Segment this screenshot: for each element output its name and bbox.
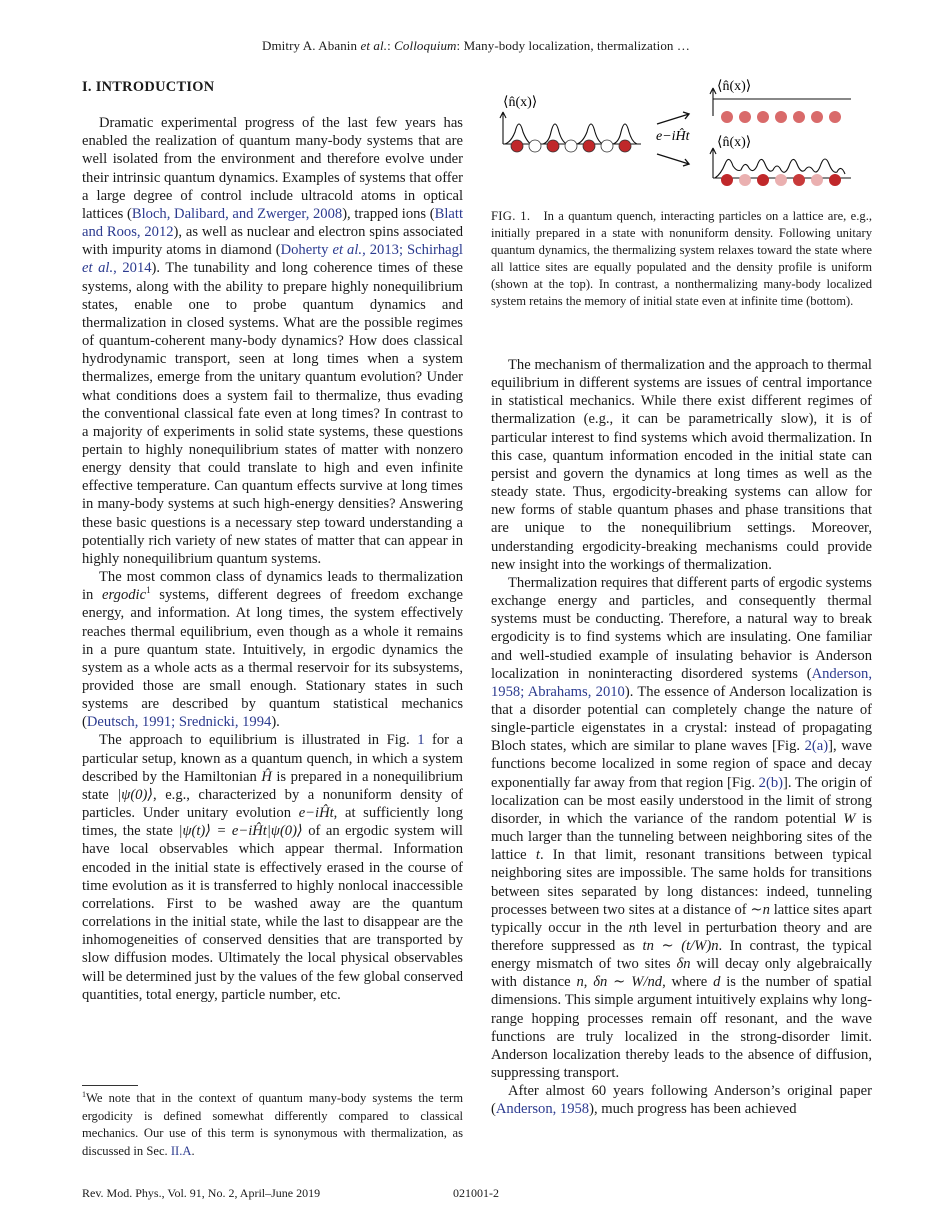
thermal-lattice-sites — [721, 111, 841, 123]
left-column — [82, 74, 463, 1004]
site-mbl — [757, 174, 769, 186]
caption-text: In a quantum quench, interacting particles on a lattice are, e.g., initially prepared in a state with nonuniform density. Following unitary quantum dynamics, the thermalizing system relaxes toward the state where all lattice sites are equally populated and the density profile is uniform (shown at the top). In contrast, a nonthermalizing many-body localized system retains the memory of initial state even at infinite time (bottom). — [491, 209, 872, 308]
site-mbl — [775, 174, 787, 186]
footnote-number: 1 — [82, 1089, 86, 1099]
math-W: W — [843, 810, 856, 827]
text: is much larger than the tunneling between neighboring sites of the lattice — [491, 810, 872, 864]
math-n: n — [762, 901, 770, 918]
footer-journal: Rev. Mod. Phys., Vol. 91, No. 2, April–June 2019 — [82, 1186, 321, 1200]
text: is prepared in a nonequilibrium state — [82, 768, 463, 803]
cite-part: Doherty — [280, 242, 333, 259]
math-delta-n: δn — [676, 956, 691, 973]
text: The most common class of dynamics leads to thermalization in — [82, 569, 463, 604]
arrow-thermal-icon — [657, 112, 689, 124]
figure-1 — [491, 74, 872, 206]
site-empty — [601, 140, 613, 152]
site-occupied — [619, 140, 631, 152]
site-occupied — [511, 140, 523, 152]
text: th level in perturbation theory and are therefore suppressed as — [491, 919, 872, 954]
site-thermal — [829, 111, 841, 123]
density-label-top: ⟨n̂(x)⟩ — [717, 79, 752, 94]
section-title: I. INTRODUCTION — [82, 79, 215, 95]
text: systems, different degrees of freedom exchange energy, and information. At long times, the system effectively reaches thermal equilibrium, even though as a whole it remains in a pure quantum state. Intuitively, in ergodic dynamics the system as a whole acts as a thermal reservoir for its subsystems, provided those are small enough. Stationary states in such systems are described by quantum statistical mechanics ( — [82, 587, 464, 731]
math-evolution: e−iĤt — [298, 805, 334, 822]
footer-page-number: 021001-2 — [453, 1186, 499, 1200]
text: ), as well as nuclear and electron spins associated with impurity atoms in diamond ( — [82, 224, 463, 259]
site-thermal — [721, 111, 733, 123]
site-thermal — [775, 111, 787, 123]
mbl-lattice-sites — [721, 174, 841, 186]
text: We note that in the context of quantum many-body systems the term ergodicity is defined somewhat differently compared to classical mechanics. Our use of this term is synonymous with thermalization, as discussed in Sec. — [82, 1091, 463, 1158]
site-mbl — [829, 174, 841, 186]
math-hamiltonian: Ĥ — [261, 768, 272, 785]
text: , — [583, 974, 594, 991]
site-thermal — [757, 111, 769, 123]
text: of an ergodic system will have local observables which appear thermal. Information encoded in the initial state is effectively erased in the course of time evolution as it is transferred to highly nonlocal inaccessible correlations. First to be washed away are the quantum correlations in the initial state, while the last to disappear are the inhomogeneities of conserved densities that are transported by slow diffusion modes. Ultimately the local physical observables will be determined just by the values of the few global conserved quantities, total energy, particle number, etc. — [82, 823, 463, 1003]
figure-caption — [491, 208, 872, 310]
citation-link[interactable]: Deutsch, 1991; Srednicki, 1994 — [86, 714, 272, 731]
footnote-rule — [82, 1085, 138, 1086]
site-occupied — [583, 140, 595, 152]
section-link[interactable]: II.A — [170, 1143, 192, 1158]
text: lattice sites apart typically occur in the — [491, 901, 872, 936]
cite-part: , 2013; Schirhagl — [362, 242, 463, 259]
text: ), much progress has been achieved — [589, 1101, 797, 1118]
cite-part: et al. — [82, 260, 114, 277]
text: ). — [271, 714, 280, 731]
text: . In contrast, the typical energy mismatch of two sites — [491, 938, 872, 973]
text: for a particular setup, known as a quantum quench, in which a system described by the Hamiltonian — [82, 732, 463, 785]
text: Thermalization requires that different parts of ergodic systems exchange energy and particles, and consequently thermal systems must be conducting. Therefore, a natural way to break ergodicity is to find systems which are insulating. One familiar and well-studied example of insulating behavior is Anderson localization in noninteracting disordered systems ( — [491, 574, 872, 682]
site-mbl — [793, 174, 805, 186]
arrow-mbl-icon — [657, 154, 689, 166]
math-n: n — [576, 974, 584, 991]
site-thermal — [811, 111, 823, 123]
site-thermal — [739, 111, 751, 123]
site-empty — [565, 140, 577, 152]
text: , where — [662, 974, 714, 991]
text: ). The essence of Anderson localization is that a disorder potential can completely change the nature of single-particle eigenstates in a crystal: instead of propagating Bloch states, which are similar to plane waves [Fig. — [491, 683, 872, 755]
text: ), trapped ions ( — [342, 205, 435, 222]
cite-part: , 2014 — [113, 260, 152, 277]
text: , at sufficiently long times, the state — [82, 805, 463, 840]
term-ergodic: ergodic — [102, 587, 147, 604]
running-head — [0, 38, 952, 54]
site-thermal — [793, 111, 805, 123]
text: The approach to equilibrium is illustrated in Fig. — [99, 732, 418, 749]
y-axis-arrow-top — [710, 88, 716, 116]
header-authors: Dmitry A. Abanin — [261, 38, 358, 53]
density-label-left: ⟨n̂(x)⟩ — [503, 95, 538, 110]
figure-link[interactable]: 1 — [417, 732, 425, 749]
footnote — [82, 1090, 463, 1160]
site-mbl — [739, 174, 751, 186]
evolution-operator: e−iĤt — [656, 129, 690, 144]
cite-part: et al. — [332, 242, 363, 259]
paragraph-r2 — [491, 574, 872, 1082]
density-label-bottom: ⟨n̂(x)⟩ — [717, 135, 752, 150]
text: ], wave functions become localized in some region of space and decay exponentially far away from that region [Fig. — [491, 738, 872, 791]
math-state-t: |ψ(t)⟩ = e−iĤt|ψ(0)⟩ — [178, 823, 303, 840]
paragraph-r3 — [491, 1082, 872, 1118]
text: . — [191, 1143, 195, 1158]
site-empty — [529, 140, 541, 152]
text: , e.g., characterized by a nonuniform density of particles. Under unitary evolution — [82, 786, 463, 822]
math-initial-state: |ψ(0)⟩ — [117, 786, 154, 803]
header-title: : Many-body localization, thermalization … — [456, 38, 690, 53]
site-mbl — [721, 174, 733, 186]
text: Dramatic experimental progress of the last few years has enabled the realization of quantum many-body systems that are well isolated from the environment and therefore evolve under their intrinsic quantum dynamics. Examples of systems that offer a large degree of control include ultracold atoms in optical lattices ( — [82, 115, 463, 222]
figure-link[interactable]: 2(b) — [758, 774, 783, 791]
footnote-marker[interactable]: 1 — [146, 585, 151, 596]
caption-label: FIG. 1. — [491, 209, 531, 223]
site-mbl — [811, 174, 823, 186]
paragraph-2 — [82, 568, 463, 731]
header-separator: : — [387, 38, 395, 53]
paragraph-3 — [82, 731, 463, 1003]
math-n: n — [628, 919, 636, 936]
math-d: d — [713, 974, 721, 991]
citation-link[interactable]: Blatt and Roos, 2012 — [82, 205, 464, 241]
text: . In that limit, resonant transitions between typical neighboring sites are impossible. The same holds for transitions between sites separated by long distances: indeed, tunneling processes between two sites at a distance of ∼ — [491, 847, 872, 918]
paragraph-1 — [82, 114, 463, 568]
citation-link[interactable]: Anderson, 1958 — [495, 1101, 590, 1118]
math-suppression: tn ∼ (t/W)n — [642, 938, 719, 954]
figure-link[interactable]: 2(a) — [804, 738, 829, 755]
text: is the number of spatial dimensions. This simple argument intuitively explains why long-range hopping processes remain off resonant, and the wave functions are truly localized in the strong-disorder limit. Anderson localization thereby leads to the absence of diffusion, suppressing transport. — [491, 974, 872, 1082]
math-t: t — [535, 847, 540, 864]
paragraph-r1: The mechanism of thermalization and the approach to thermal equilibrium in different systems are issues of central importance in statistical mechanics. While there exist different regimes of thermalization (e.g., it can be parametrically slow), it is of particular interest to find systems which avoid thermalization. In this case, quantum information encoded in the initial state can persist and govern the dynamics at long times as well as the steady state. Thus, ergodicity-breaking systems can allow for new forms of stable quantum phases and phase transitions that are unique to the nonequilibrium settings. Moreover, understanding ergodicity-breaking mechanisms could provide new insight into the workings of thermalization. — [491, 357, 872, 573]
header-etal: et al. — [360, 38, 388, 53]
y-axis-arrow-bottom — [710, 148, 716, 178]
text: ). The tunability and long coherence times of these systems, along with the ability to prepare highly nonequilibrium states, enable one to probe quantum dynamics and thermalization in closed systems. What are the possible regimes of quantum-coherent many-body dynamics? How does classical hydrodynamic transport, seen at long times when a system thermalizes, emerge from the unitary quantum evolution? Under what conditions does a system fail to thermalize, thus evading the conventional classical fate even at long times? In contrast to a majority of experiments in solid state systems, these questions pertain to highly nonequilibrium states of matter with nonzero energy density that could translate to high and even infinite effective temperature. Can quantum effects survive at long times in many-body systems at such high-energy densities? Answering these basic questions is a necessary step toward understanding a potentially rich variety of new states of matter that can appear in highly nonequilibrium quantum systems. — [82, 260, 463, 567]
text: will decay only algebraically with distance — [491, 956, 872, 991]
text: After almost 60 years following Anderson’s original paper ( — [491, 1083, 872, 1118]
y-axis-arrow — [500, 112, 506, 144]
header-colloquium: Colloquium — [394, 38, 457, 53]
citation-link[interactable]: Anderson, 1958; Abrahams, 2010 — [491, 665, 872, 700]
right-column — [491, 356, 872, 1119]
text: ]. The origin of localization can be most easily understood in the limit of strong disorder, in which the variance of the random potential — [491, 774, 872, 827]
citation-link[interactable]: Bloch, Dalibard, and Zwerger, 2008 — [131, 205, 343, 222]
math-scaling: δn ∼ W/nd — [593, 974, 663, 991]
site-occupied — [547, 140, 559, 152]
